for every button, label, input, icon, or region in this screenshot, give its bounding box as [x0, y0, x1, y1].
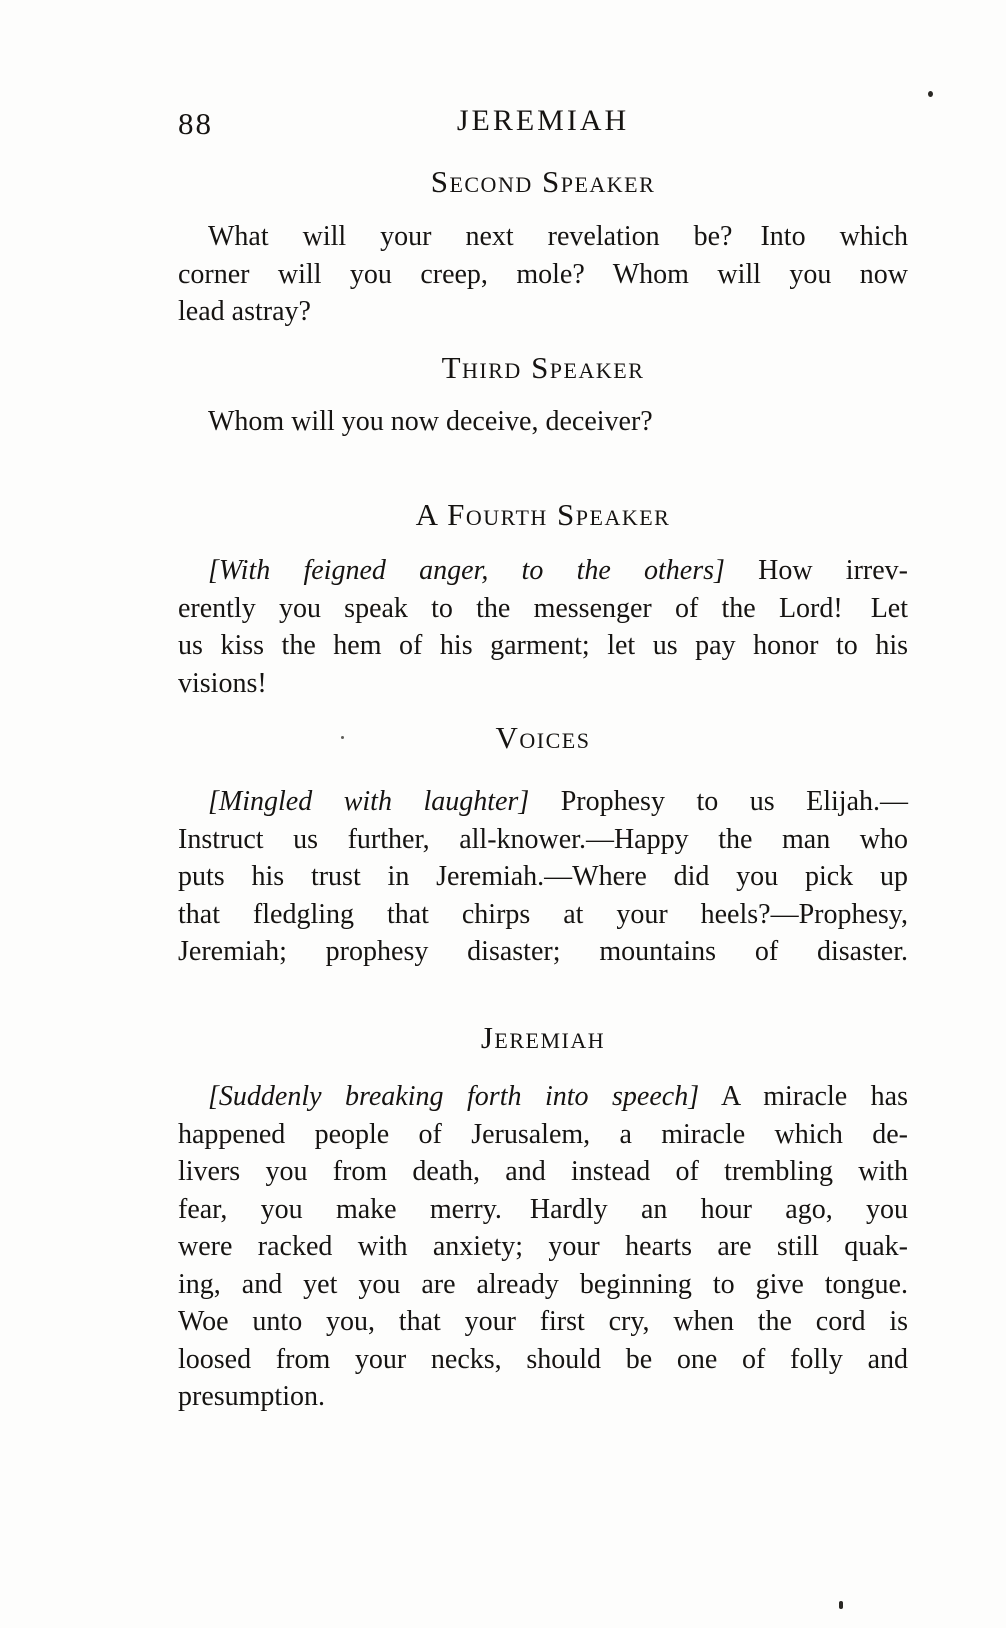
- text-line: presumption.: [178, 1381, 325, 1412]
- text-line: lead astray?: [178, 296, 311, 327]
- scan-speck: [928, 91, 933, 97]
- speaker-heading-fourth-speaker: A Fourth Speaker: [415, 497, 671, 532]
- stage-direction: [Suddenly breaking forth into speech]: [208, 1081, 700, 1112]
- text-line: us kiss the hem of his garment; let us pay honor to his: [178, 630, 908, 661]
- speech-third-speaker: [178, 403, 908, 441]
- text-line: livers you from death, and instead of trembling with: [178, 1156, 908, 1187]
- text-line: Whom will you now deceive, deceiver?: [208, 406, 653, 437]
- text-line: erently you speak to the messenger of the Lord! Let: [178, 592, 908, 624]
- text-line: that fledgling that chirps at your heels?—Prophesy,: [178, 898, 908, 930]
- text-line: Woe unto you, that your first cry, when the cord is: [178, 1306, 908, 1337]
- text-line: happened people of Jerusalem, a miracle which de-: [178, 1118, 908, 1150]
- text-line: [178, 783, 908, 821]
- speaker-heading-third-speaker: Third Speaker: [441, 350, 645, 385]
- scan-speck: [839, 1601, 843, 1609]
- stage-direction: [Mingled with laughter]: [208, 786, 530, 817]
- speech-jeremiah: [178, 1078, 908, 1416]
- speaker-heading-jeremiah: Jeremiah: [480, 1020, 606, 1055]
- speech-second-speaker: [178, 218, 908, 331]
- speaker-heading-second-speaker: Second Speaker: [430, 164, 656, 199]
- line-text: A miracle has: [699, 1081, 908, 1112]
- text-line: ing, and yet you are already beginning to give tongue.: [178, 1268, 908, 1300]
- text-line: puts his trust in Jeremiah.—Where did you pick up: [178, 861, 908, 892]
- speech-fourth-speaker: [178, 552, 908, 702]
- line-text: How irrev-: [724, 555, 908, 586]
- stage-direction: [With feigned anger, to the others]: [208, 555, 725, 586]
- text-line: What will your next revelation be? Into which: [208, 221, 908, 252]
- scan-speck: [341, 736, 344, 739]
- text-line: [178, 552, 908, 590]
- page-number: 88: [178, 106, 213, 141]
- text-line: loosed from your necks, should be one of folly and: [178, 1343, 908, 1375]
- text-line: [178, 1078, 908, 1116]
- text-line: corner will you creep, mole? Whom will you now: [178, 258, 908, 290]
- speaker-heading-voices: Voices: [495, 720, 591, 755]
- text-line: were racked with anxiety; your hearts are still quak-: [178, 1231, 908, 1262]
- line-text: Prophesy to us Elijah.—: [529, 786, 908, 817]
- text-line: fear, you make merry. Hardly an hour ago, you: [178, 1193, 908, 1225]
- text-line: Instruct us further, all-knower.—Happy the man who: [178, 823, 908, 855]
- text-line: visions!: [178, 667, 267, 699]
- running-title: JEREMIAH: [456, 104, 630, 137]
- speech-voices: [178, 783, 908, 971]
- text-line: Jeremiah; prophesy disaster; mountains of disaster.: [178, 936, 908, 967]
- page-header: [178, 104, 908, 144]
